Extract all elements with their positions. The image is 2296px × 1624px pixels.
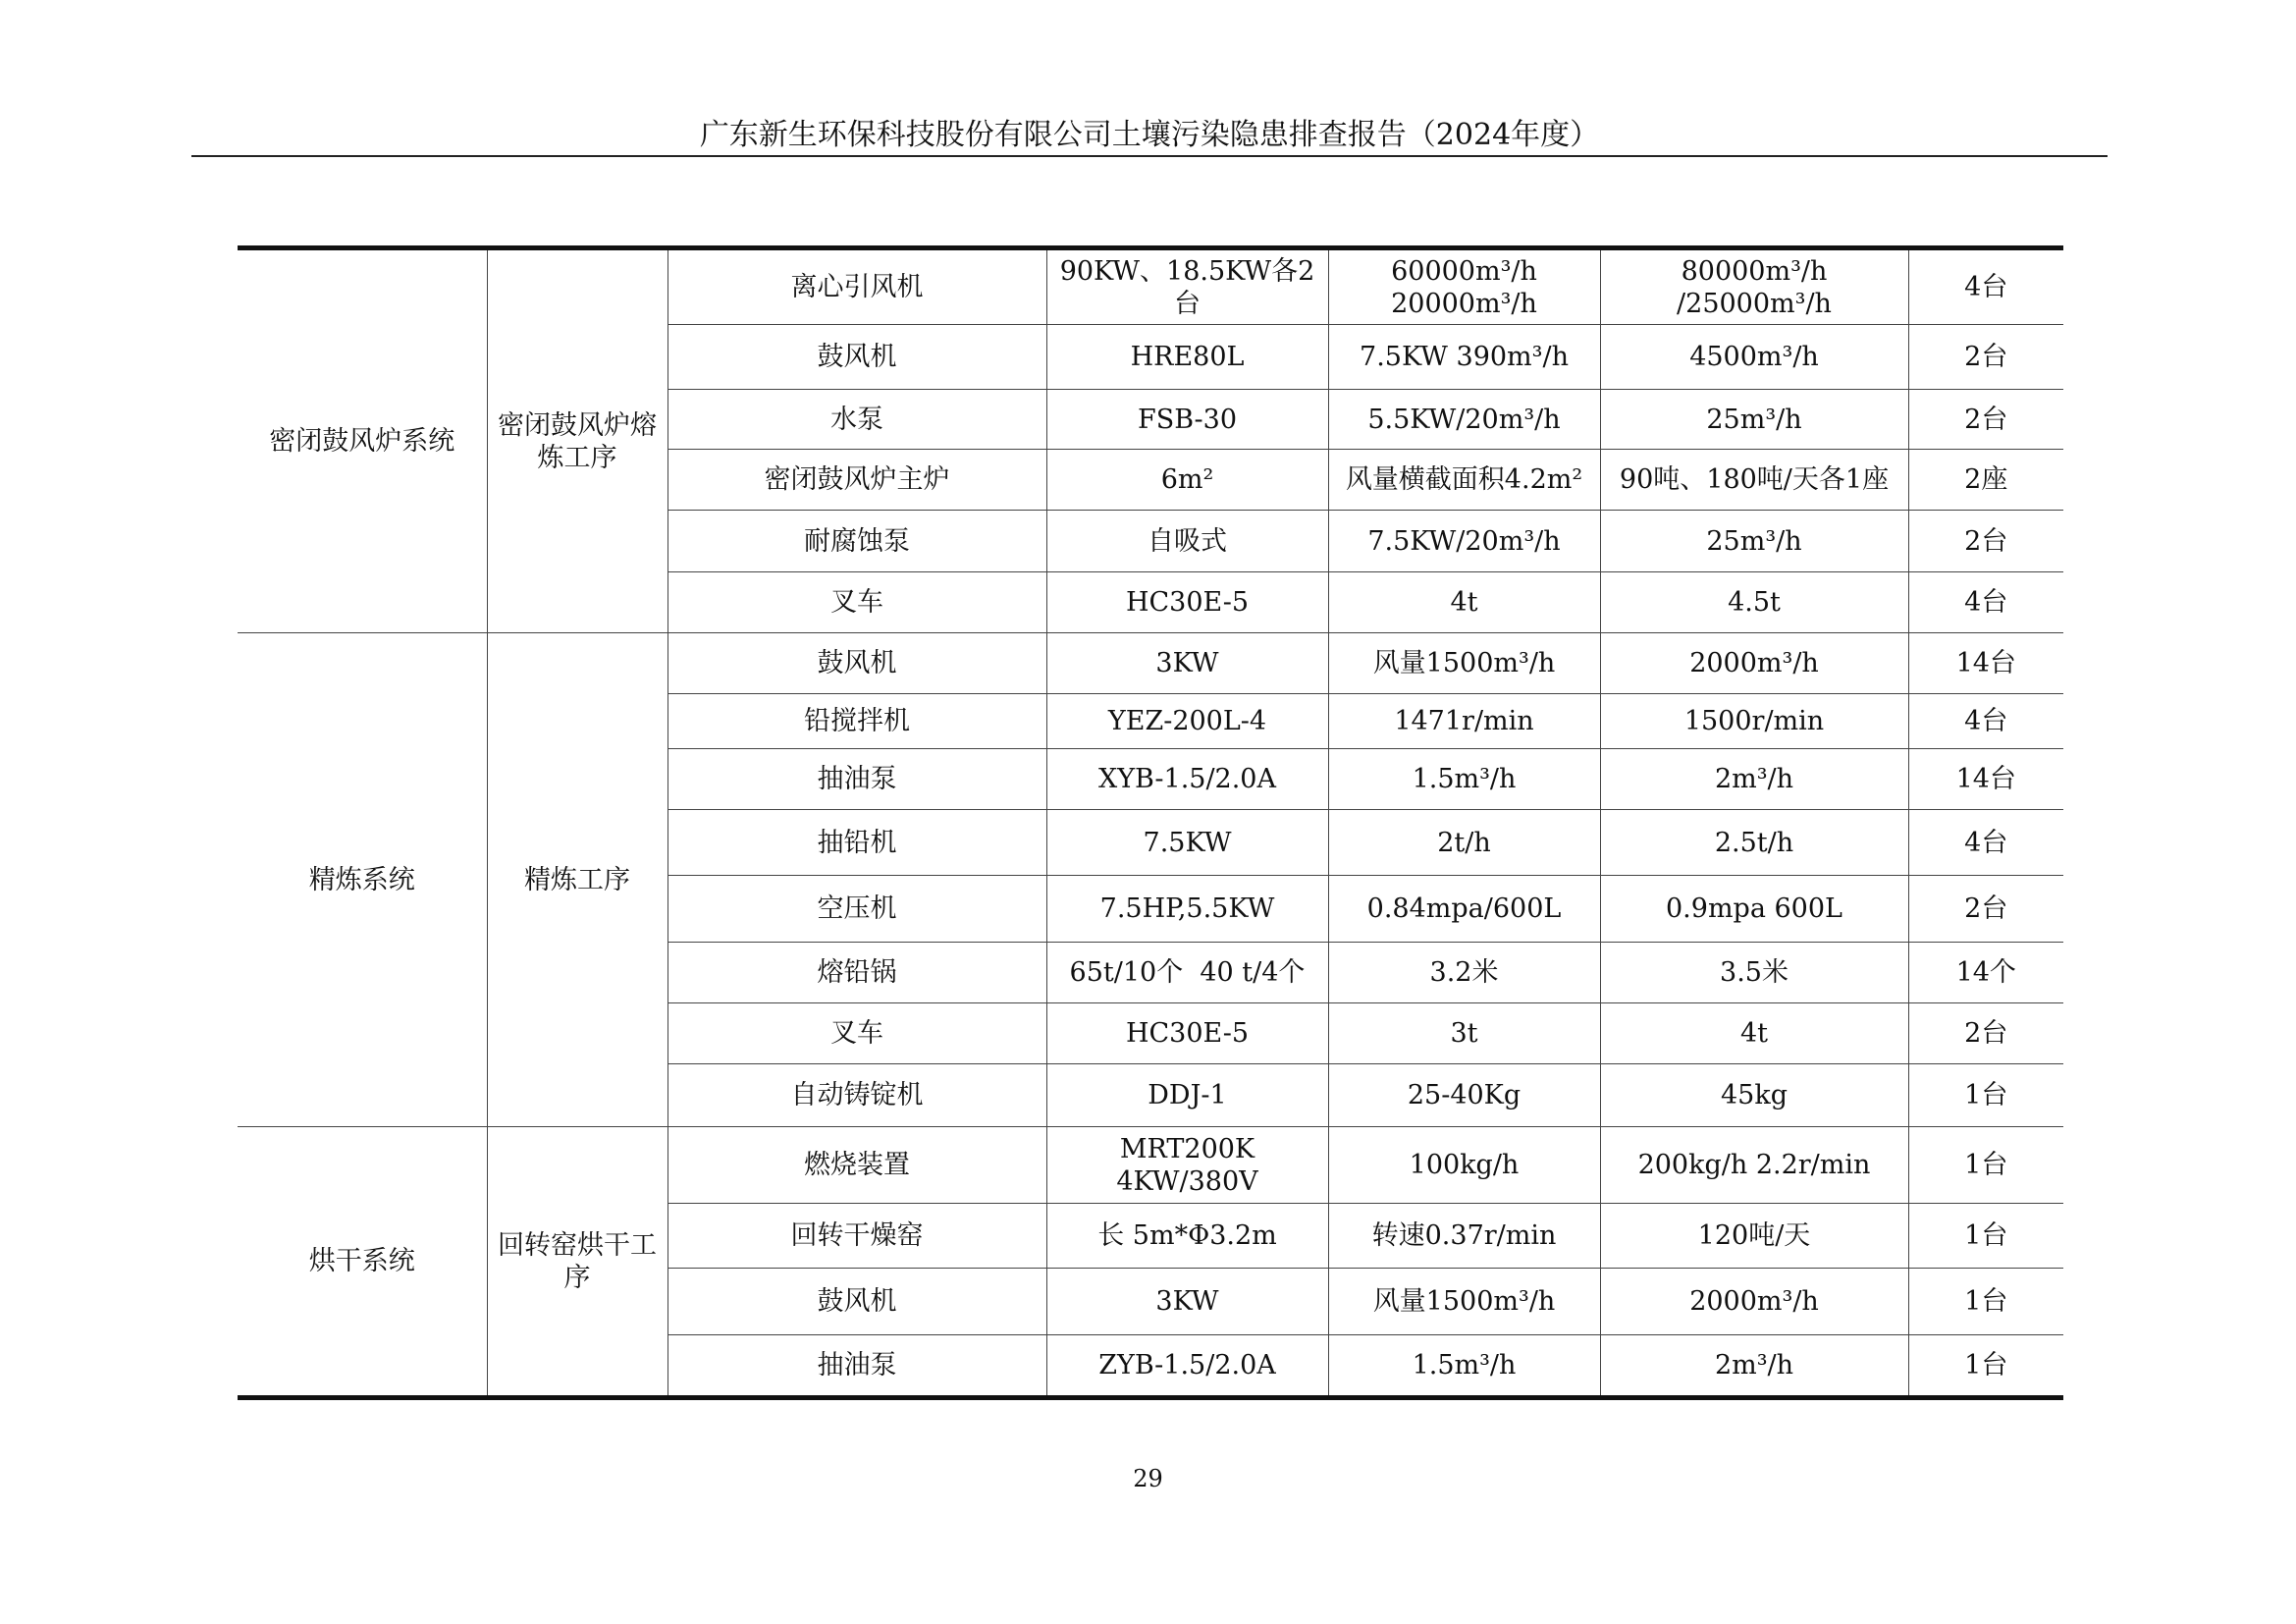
quantity-cell: 1台 xyxy=(1908,1335,2063,1398)
quantity-cell: 2台 xyxy=(1908,390,2063,450)
equipment-name-cell: 回转干燥窑 xyxy=(667,1204,1046,1269)
model-cell: 90KW、18.5KW各2台 xyxy=(1046,248,1328,325)
capacity-cell: 2m³/h xyxy=(1600,749,1908,810)
quantity-cell: 4台 xyxy=(1908,572,2063,633)
equipment-name-cell: 自动铸锭机 xyxy=(667,1064,1046,1127)
parameter-cell: 5.5KW/20m³/h xyxy=(1328,390,1600,450)
equipment-name-cell: 抽铅机 xyxy=(667,810,1046,876)
model-cell: HC30E-5 xyxy=(1046,1003,1328,1064)
process-cell: 回转窑烘干工序 xyxy=(487,1127,667,1398)
model-cell: 长 5m*Φ3.2m xyxy=(1046,1204,1328,1269)
parameter-cell: 风量1500m³/h xyxy=(1328,1269,1600,1335)
quantity-cell: 1台 xyxy=(1908,1127,2063,1204)
table-row xyxy=(238,248,2063,325)
page-header-title: 广东新生环保科技股份有限公司土壤污染隐患排查报告（2024年度） xyxy=(699,118,1600,152)
model-cell: ZYB-1.5/2.0A xyxy=(1046,1335,1328,1398)
quantity-cell: 4台 xyxy=(1908,248,2063,325)
capacity-cell: 2000m³/h xyxy=(1600,1269,1908,1335)
parameter-cell: 0.84mpa/600L xyxy=(1328,876,1600,943)
system-cell: 精炼系统 xyxy=(238,633,487,1127)
parameter-cell: 转速0.37r/min xyxy=(1328,1204,1600,1269)
equipment-name-cell: 鼓风机 xyxy=(667,325,1046,390)
equipment-table xyxy=(238,245,2063,1400)
quantity-cell: 4台 xyxy=(1908,694,2063,749)
equipment-name-cell: 鼓风机 xyxy=(667,633,1046,694)
quantity-cell: 1台 xyxy=(1908,1204,2063,1269)
capacity-cell: 1500r/min xyxy=(1600,694,1908,749)
equipment-name-cell: 耐腐蚀泵 xyxy=(667,511,1046,572)
process-cell: 精炼工序 xyxy=(487,633,667,1127)
table-row xyxy=(238,1127,2063,1204)
page-number: 29 xyxy=(1133,1465,1163,1492)
parameter-cell: 4t xyxy=(1328,572,1600,633)
capacity-cell: 25m³/h xyxy=(1600,390,1908,450)
quantity-cell: 2台 xyxy=(1908,1003,2063,1064)
capacity-cell: 2m³/h xyxy=(1600,1335,1908,1398)
quantity-cell: 1台 xyxy=(1908,1269,2063,1335)
parameter-cell: 3t xyxy=(1328,1003,1600,1064)
equipment-name-cell: 空压机 xyxy=(667,876,1046,943)
model-cell: YEZ-200L-4 xyxy=(1046,694,1328,749)
system-cell: 烘干系统 xyxy=(238,1127,487,1398)
capacity-cell: 80000m³/h /25000m³/h xyxy=(1600,248,1908,325)
model-cell: 自吸式 xyxy=(1046,511,1328,572)
system-cell: 密闭鼓风炉系统 xyxy=(238,248,487,633)
capacity-cell: 3.5米 xyxy=(1600,943,1908,1003)
capacity-cell: 0.9mpa 600L xyxy=(1600,876,1908,943)
model-cell: HC30E-5 xyxy=(1046,572,1328,633)
quantity-cell: 14台 xyxy=(1908,633,2063,694)
capacity-cell: 4.5t xyxy=(1600,572,1908,633)
model-cell: 65t/10个 40 t/4个 xyxy=(1046,943,1328,1003)
equipment-name-cell: 抽油泵 xyxy=(667,749,1046,810)
model-cell: 3KW xyxy=(1046,1269,1328,1335)
parameter-cell: 1.5m³/h xyxy=(1328,749,1600,810)
equipment-name-cell: 鼓风机 xyxy=(667,1269,1046,1335)
capacity-cell: 4t xyxy=(1600,1003,1908,1064)
capacity-cell: 90吨、180吨/天各1座 xyxy=(1600,450,1908,511)
model-cell: 7.5KW xyxy=(1046,810,1328,876)
parameter-cell: 2t/h xyxy=(1328,810,1600,876)
parameter-cell: 3.2米 xyxy=(1328,943,1600,1003)
model-cell: 3KW xyxy=(1046,633,1328,694)
parameter-cell: 25-40Kg xyxy=(1328,1064,1600,1127)
quantity-cell: 14个 xyxy=(1908,943,2063,1003)
quantity-cell: 4台 xyxy=(1908,810,2063,876)
parameter-cell: 1.5m³/h xyxy=(1328,1335,1600,1398)
equipment-name-cell: 铅搅拌机 xyxy=(667,694,1046,749)
quantity-cell: 2座 xyxy=(1908,450,2063,511)
parameter-cell: 60000m³/h 20000m³/h xyxy=(1328,248,1600,325)
quantity-cell: 2台 xyxy=(1908,325,2063,390)
parameter-cell: 风量1500m³/h xyxy=(1328,633,1600,694)
parameter-cell: 7.5KW/20m³/h xyxy=(1328,511,1600,572)
header-divider xyxy=(191,155,2108,157)
equipment-name-cell: 离心引风机 xyxy=(667,248,1046,325)
equipment-name-cell: 抽油泵 xyxy=(667,1335,1046,1398)
parameter-cell: 7.5KW 390m³/h xyxy=(1328,325,1600,390)
equipment-name-cell: 熔铅锅 xyxy=(667,943,1046,1003)
parameter-cell: 风量横截面积4.2m² xyxy=(1328,450,1600,511)
quantity-cell: 1台 xyxy=(1908,1064,2063,1127)
model-cell: HRE80L xyxy=(1046,325,1328,390)
capacity-cell: 4500m³/h xyxy=(1600,325,1908,390)
quantity-cell: 14台 xyxy=(1908,749,2063,810)
capacity-cell: 2000m³/h xyxy=(1600,633,1908,694)
parameter-cell: 100kg/h xyxy=(1328,1127,1600,1204)
parameter-cell: 1471r/min xyxy=(1328,694,1600,749)
equipment-name-cell: 叉车 xyxy=(667,1003,1046,1064)
model-cell: 6m² xyxy=(1046,450,1328,511)
model-cell: 7.5HP,5.5KW xyxy=(1046,876,1328,943)
model-cell: FSB-30 xyxy=(1046,390,1328,450)
capacity-cell: 45kg xyxy=(1600,1064,1908,1127)
equipment-name-cell: 燃烧装置 xyxy=(667,1127,1046,1204)
model-cell: MRT200K 4KW/380V xyxy=(1046,1127,1328,1204)
equipment-name-cell: 密闭鼓风炉主炉 xyxy=(667,450,1046,511)
model-cell: XYB-1.5/2.0A xyxy=(1046,749,1328,810)
capacity-cell: 25m³/h xyxy=(1600,511,1908,572)
table-row xyxy=(238,633,2063,694)
model-cell: DDJ-1 xyxy=(1046,1064,1328,1127)
equipment-name-cell: 叉车 xyxy=(667,572,1046,633)
quantity-cell: 2台 xyxy=(1908,511,2063,572)
capacity-cell: 2.5t/h xyxy=(1600,810,1908,876)
equipment-name-cell: 水泵 xyxy=(667,390,1046,450)
capacity-cell: 120吨/天 xyxy=(1600,1204,1908,1269)
capacity-cell: 200kg/h 2.2r/min xyxy=(1600,1127,1908,1204)
process-cell: 密闭鼓风炉熔炼工序 xyxy=(487,248,667,633)
quantity-cell: 2台 xyxy=(1908,876,2063,943)
